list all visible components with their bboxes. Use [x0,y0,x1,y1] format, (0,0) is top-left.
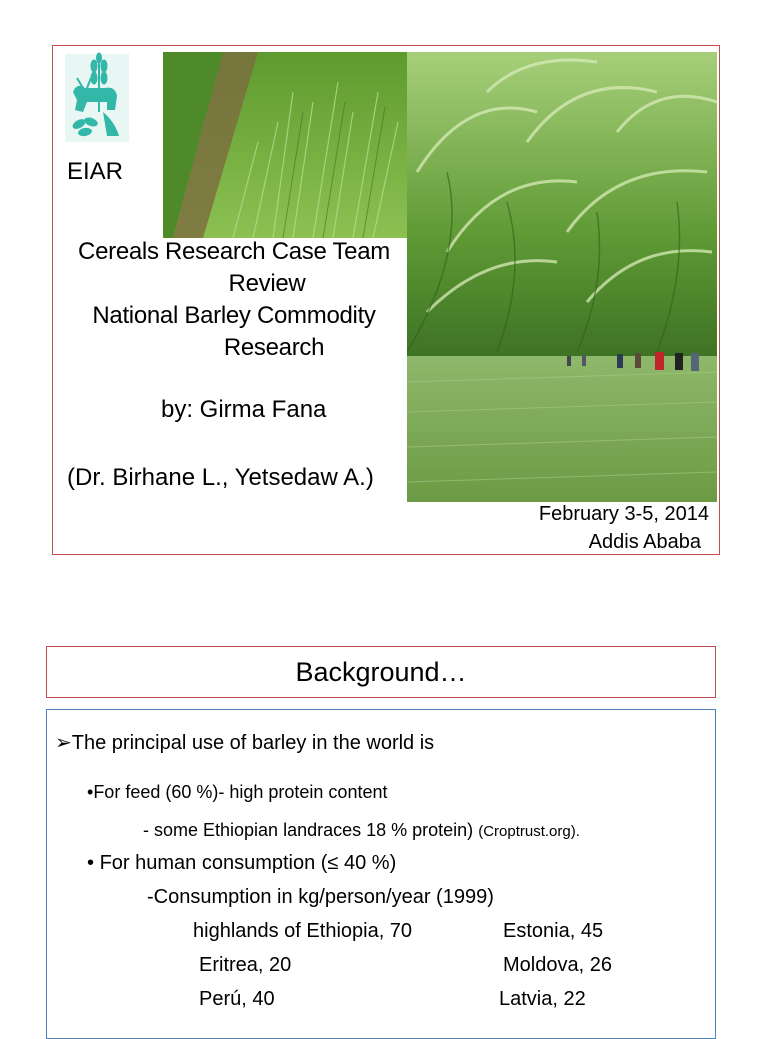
title-line: Cereals Research Case Team [78,238,390,265]
eiar-logo-icon [63,52,131,144]
slide-heading: Background… [295,657,467,687]
dot-bullet-icon: • [87,852,100,874]
human-text: For human consumption (≤ 40 %) [99,852,397,874]
consumption-left: Eritrea, 20 [199,954,292,976]
consumption-left: Perú, 40 [199,988,275,1010]
event-place: Addis Ababa [588,531,701,553]
background-content-box [46,709,716,1039]
barley-field-photo [407,52,717,502]
consumption-left: highlands of Ethiopia, 70 [193,920,413,942]
org-name: EIAR [67,158,124,185]
coauthors: (Dr. Birhane L., Yetsedaw A.) [67,464,374,491]
main-point-text: The principal use of barley in the world is [71,732,435,754]
presentation-title [61,236,407,364]
presenter-name: by: Girma Fana [161,396,327,423]
main-point [55,730,434,755]
feed-subpoint [143,820,580,841]
title-line: National Barley Commodity [92,302,376,329]
title-slide [52,45,720,555]
event-date-place [539,500,709,556]
consumption-prefix: -Consumption in [147,886,293,908]
title-line: Research [223,334,325,361]
feed-point [87,782,387,803]
human-point [87,852,396,875]
consumption-heading [147,886,494,909]
consumption-right: Moldova, 26 [503,954,612,976]
consumption-unit: kg/person/year (1999) [298,886,494,908]
consumption-right: Estonia, 45 [503,920,604,942]
background-heading-box [46,646,716,698]
arrow-bullet-icon: ➢ [55,732,72,754]
feed-text: For feed (60 %)- high protein content [93,782,388,802]
event-date: February 3-5, 2014 [538,503,709,525]
source-citation: (Croptrust.org). [478,823,580,840]
dot-bullet-icon: • [87,782,94,802]
title-line: Review [228,270,306,297]
consumption-right: Latvia, 22 [499,988,586,1010]
barley-rows-photo [163,52,407,238]
feed-sub-text: - some Ethiopian landraces 18 % protein) [143,820,474,840]
